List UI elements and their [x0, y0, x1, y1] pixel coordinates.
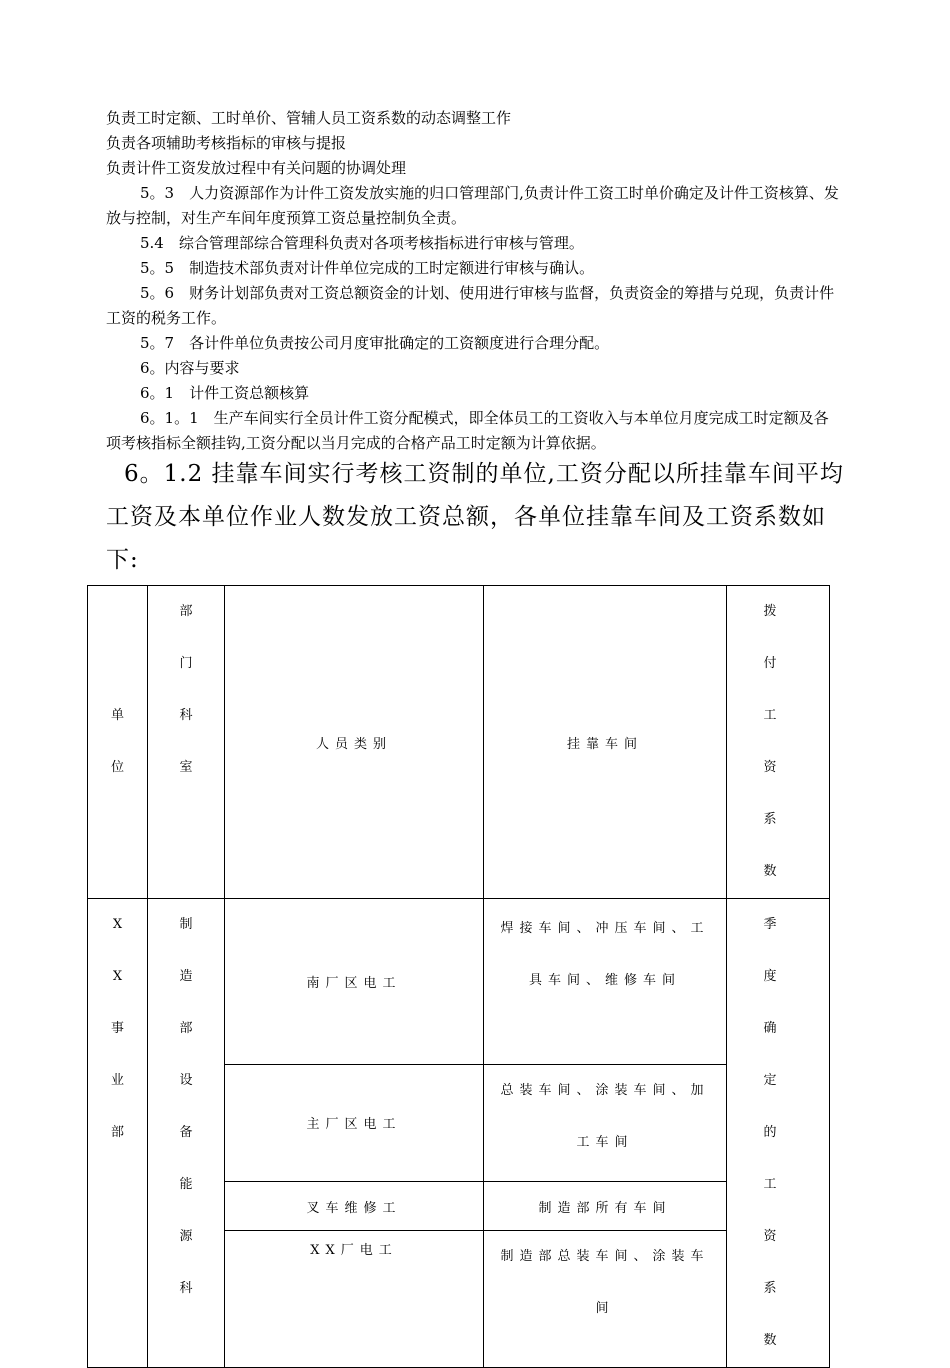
workshop-cell: 制造部所有车间: [484, 1182, 727, 1231]
section-6-1-heading: 6。1 计件工资总额核算: [140, 384, 310, 402]
header-unit: 单位: [88, 586, 148, 899]
paragraph-5-6: 5。6 财务计划部负责对工资总额资金的计划、使用进行审核与监督，负责资金的筹措与兑现，负责计件工资的税务工作。: [106, 284, 835, 327]
paragraph-5-5: 5。5 制造技术部负责对计件单位完成的工时定额进行审核与确认。: [140, 259, 595, 277]
table-row: [88, 899, 830, 1065]
paragraph-3: 负责计件工资发放过程中有关问题的协调处理: [106, 159, 407, 177]
workshop-cell: 焊接车间、冲压车间、工具车间、维修车间: [484, 899, 727, 1065]
header-workshop: 挂靠车间: [484, 586, 727, 899]
category-cell: 南厂区电工: [225, 899, 484, 1065]
unit-cell: XX事业部: [88, 899, 148, 1368]
header-coef: 拨付工资系数: [727, 586, 830, 899]
paragraph-2: 负责各项辅助考核指标的审核与提报: [106, 134, 347, 152]
paragraph-5-3: 5。3 人力资源部作为计件工资发放实施的归口管理部门,负责计件工资工时单价确定及计件工资核算、发放与控制，对生产车间年度预算工资总量控制负全责。: [106, 184, 839, 227]
table-header-row: [88, 586, 830, 899]
workshop-cell: 制造部总装车间、涂装车间: [484, 1231, 727, 1368]
paragraph-1: 负责工时定额、工时单价、管辅人员工资系数的动态调整工作: [106, 109, 512, 127]
workshop-cell: 总装车间、涂装车间、加工车间: [484, 1064, 727, 1182]
category-cell: 主厂区电工: [225, 1064, 484, 1182]
paragraph-5-4: 5.4 综合管理部综合管理科负责对各项考核指标进行审核与管理。: [140, 234, 584, 252]
section-6-heading: 6。内容与要求: [140, 359, 240, 377]
category-cell: 叉车维修工: [225, 1182, 484, 1231]
paragraph-5-7: 5。7 各计件单位负责按公司月度审批确定的工资额度进行合理分配。: [140, 334, 610, 352]
paragraph-6-1-1: 6。1。1 生产车间实行全员计件工资分配模式，即全体员工的工资收入与本单位月度完成工时定额及各项考核指标全额挂钩,工资分配以当月完成的合格产品工时定额为计算依据。: [106, 409, 829, 452]
header-dept: 部门科室: [148, 586, 225, 899]
header-category: 人员类别: [225, 586, 484, 899]
category-cell: XX厂电工: [225, 1231, 484, 1368]
dept-cell: 制造部设备能源科: [148, 899, 225, 1368]
coef-cell: 季度确定的工资系数: [727, 899, 830, 1368]
paragraph-6-1-2: 6。1.2 挂靠车间实行考核工资制的单位,工资分配以所挂靠车间平均工资及本单位作业人数发放工资总额，各单位挂靠车间及工资系数如下:: [106, 461, 844, 573]
workshop-table: [87, 585, 830, 1368]
